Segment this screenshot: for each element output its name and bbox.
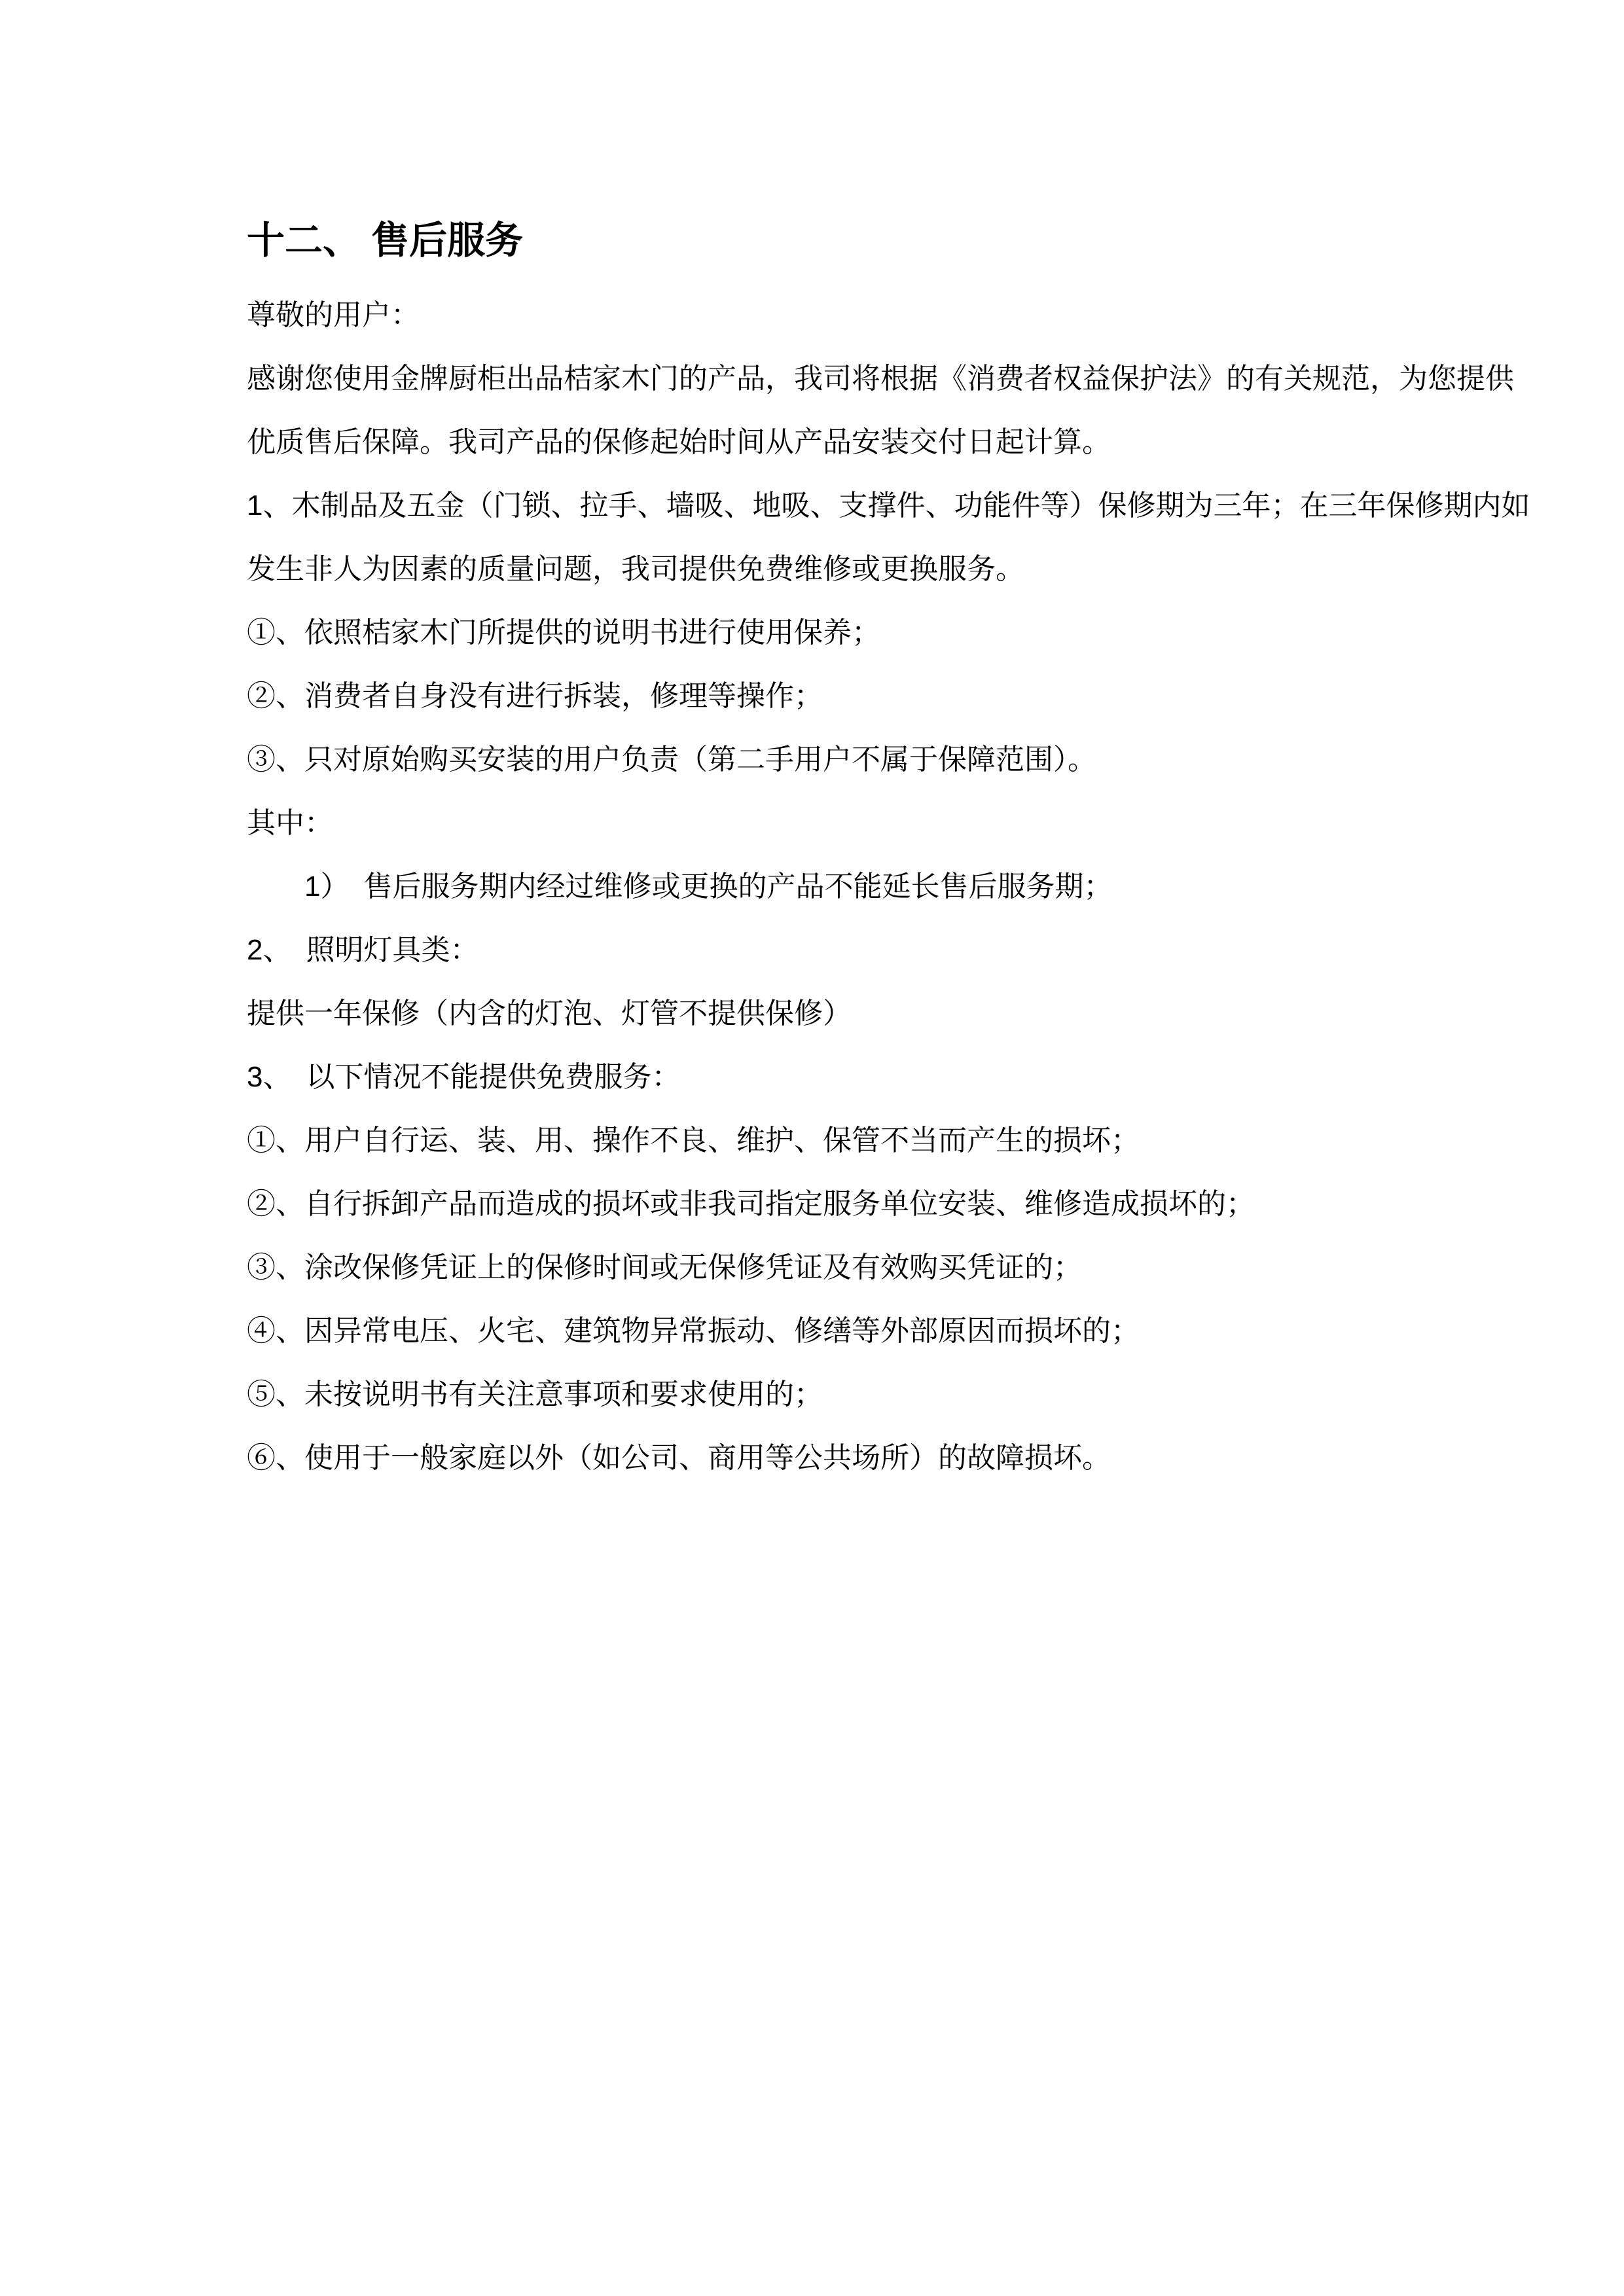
item3-case-3: ③、涂改保修凭证上的保修时间或无保修凭证及有效购买凭证的； [247, 1251, 1082, 1283]
item3-heading: 3、 以下情况不能提供免费服务： [247, 1061, 681, 1093]
item3-case-1: ①、用户自行运、装、用、操作不良、维护、保管不当而产生的损坏； [247, 1124, 1140, 1157]
item2-heading: 2、 照明灯具类： [247, 934, 479, 966]
item3-case-2: ②、自行拆卸产品而造成的损坏或非我司指定服务单位安装、维修造成损坏的； [247, 1188, 1255, 1220]
section-heading: 十二、 售后服务 [247, 219, 524, 262]
item1-condition-1: ①、依照桔家木门所提供的说明书进行使用保养； [247, 617, 880, 649]
item3-case-6: ⑥、使用于一般家庭以外（如公司、商用等公共场所）的故障损坏。 [247, 1442, 1111, 1474]
item1-condition-2: ②、消费者自身没有进行拆装，修理等操作； [247, 680, 823, 712]
document-content [247, 209, 1530, 1490]
item1-condition-3: ③、只对原始购买安装的用户负责（第二手用户不属于保障范围）。 [247, 744, 1096, 776]
salutation-line: 尊敬的用户： [247, 299, 420, 331]
note-label: 其中： [247, 807, 333, 839]
document-body [247, 283, 1530, 1490]
note-subitem-1: 1） 售后服务期内经过维修或更换的产品不能延长售后服务期； [247, 870, 1113, 903]
item3-case-4: ④、因异常电压、火宅、建筑物异常振动、修缮等外部原因而损坏的； [247, 1315, 1140, 1347]
item1-line-2: 发生非人为因素的质量问题，我司提供免费维修或更换服务。 [247, 553, 1024, 585]
intro-line-2: 优质售后保障。我司产品的保修起始时间从产品安装交付日起计算。 [247, 426, 1111, 458]
item2-description: 提供一年保修（内含的灯泡、灯管不提供保修） [247, 997, 852, 1030]
intro-line-1: 感谢您使用金牌厨柜出品桔家木门的产品，我司将根据《消费者权益保护法》的有关规范，为您提供 [247, 363, 1514, 395]
item1-line-1: 1、木制品及五金（门锁、拉手、墙吸、地吸、支撑件、功能件等）保修期为三年；在三年保修期内如 [247, 490, 1530, 522]
item3-case-5: ⑤、未按说明书有关注意事项和要求使用的； [247, 1378, 823, 1410]
